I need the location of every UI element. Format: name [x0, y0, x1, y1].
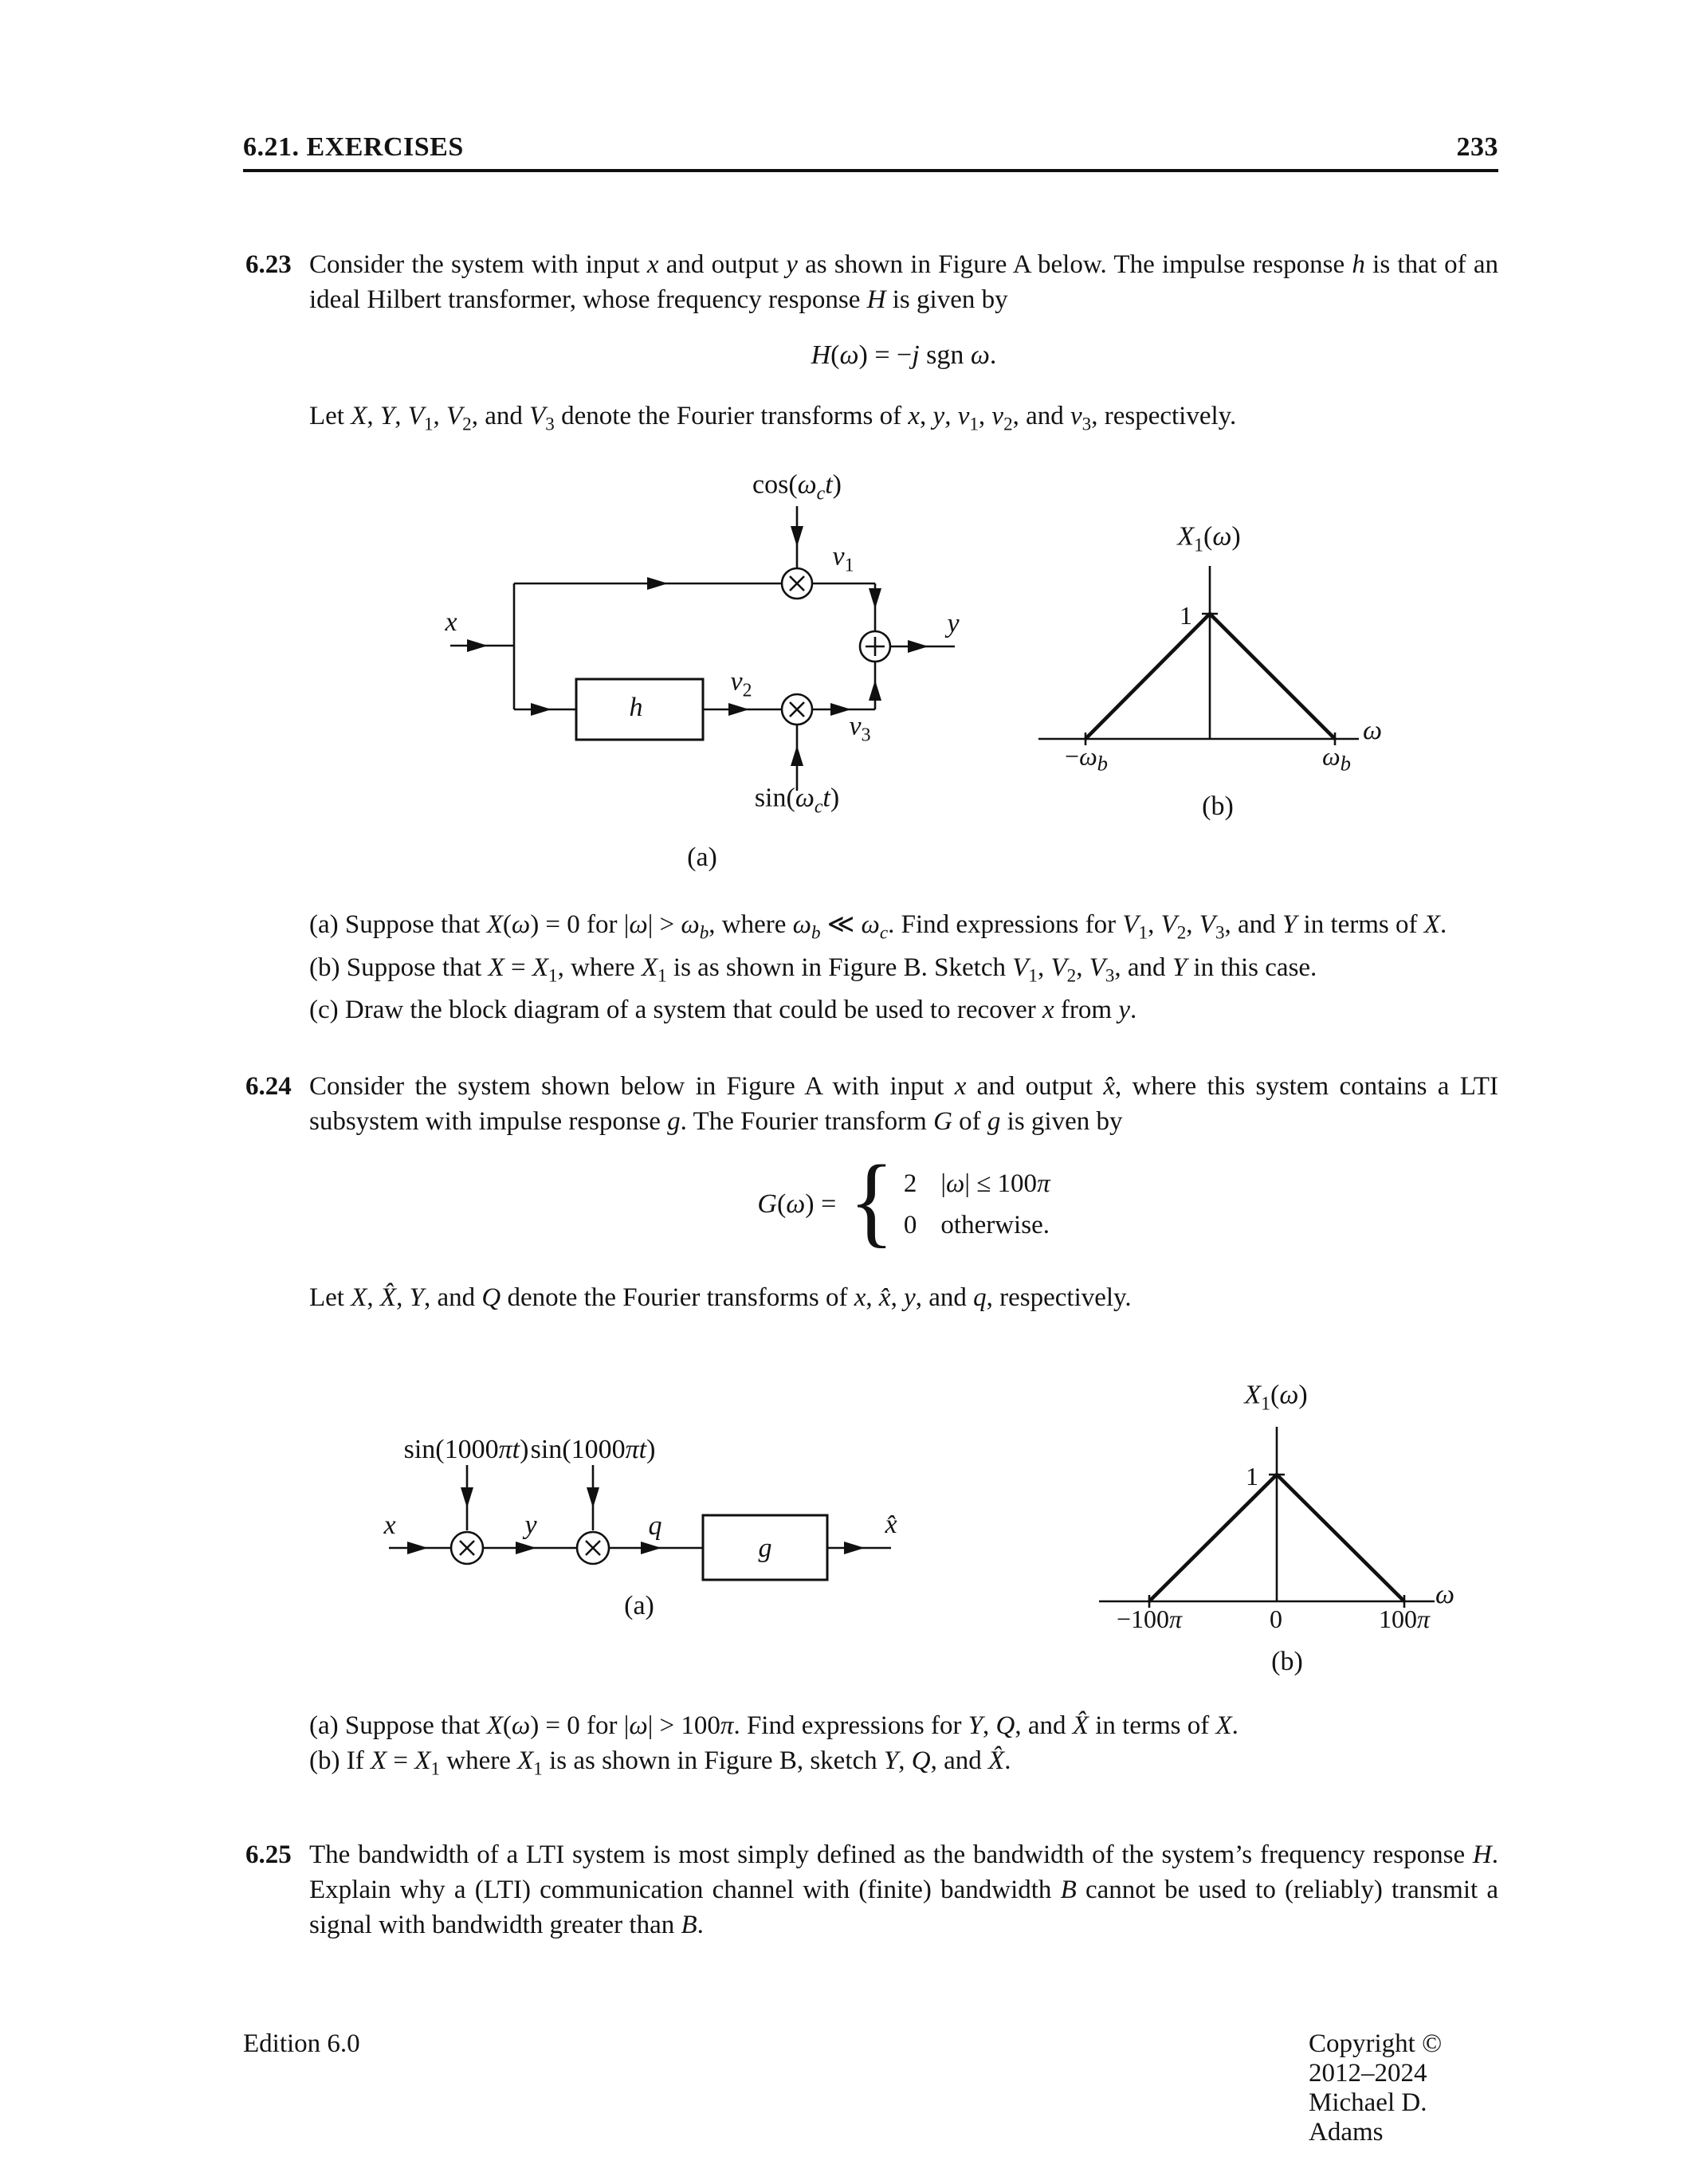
arrowhead [461, 1487, 473, 1508]
sin-carrier-label: $\sin(\omega_ct)$ [754, 783, 840, 818]
output-y-label: y [947, 609, 960, 638]
arrowhead [647, 577, 668, 590]
exercise-624-let-line: Let X, X̂, Y, and Q denote the Fourier transforms of x, x̂, y, and q, respectively. [309, 1283, 1132, 1312]
input-x-label: x [445, 607, 457, 637]
header-rule [243, 169, 1498, 172]
sin2-label: sin(1000πt) [530, 1435, 656, 1464]
neg-omega-b-label: $-\omega_b$ [1065, 741, 1108, 776]
case-1-value: 2 [903, 1169, 917, 1198]
exercise-623-intro: Consider the system with input x and output y as shown in Figure A below. The impulse response h is that of an ideal Hilbert transformer, whose frequency response H is given by [309, 250, 1499, 314]
exercise-625-body: The bandwidth of a LTI system is most simply defined as the bandwidth of the system’s frequency response H. Explain why a (LTI) communication channel with (finite) bandwidth B cannot be used to (reliably) transmit a signal with bandwidth greater than B. [309, 1840, 1498, 1939]
arrowhead [844, 1542, 865, 1554]
block-diagram-623a [351, 462, 988, 893]
exercise-623-let-line: Let X, Y, $V_1$, $V_2$, and $V_3$ denote the Fourier transforms of x, y, $v_1$, $v_2$, and $v_3$, respectively. [309, 402, 1237, 434]
header-section-title: 6.21. EXERCISES [243, 132, 464, 162]
arrowhead [908, 640, 928, 653]
arrowhead [641, 1542, 661, 1554]
exercise-624-formula [309, 1144, 1498, 1258]
case-row-2 [904, 1207, 1050, 1243]
case-row-1 [904, 1165, 1050, 1202]
arrowhead [587, 1487, 599, 1508]
v3-label: $v_3$ [849, 711, 871, 746]
exercise-625-number: 6.25 [245, 1840, 292, 1869]
arrowhead [467, 639, 488, 652]
input-x-label: x [383, 1510, 396, 1540]
arrowhead [531, 703, 552, 716]
exercise-624-intro: Consider the system shown below in Figure A with input x and output x̂, where this system contains a LTI subsystem with impulse response g. The Fourier transform G of g is given by [309, 1072, 1499, 1136]
footer-copyright: Copyright © 2012–2024 Michael D. Adams [1309, 2029, 1443, 2147]
exercise-624-parts [309, 1708, 1239, 1786]
plot-624b-title: $X_1(\omega)$ [1244, 1380, 1308, 1415]
arrowhead [791, 745, 803, 766]
arrowhead [869, 680, 881, 701]
output-xhat-label: x̂ [885, 1510, 897, 1539]
q-label: q [648, 1511, 662, 1541]
peak-value-label: 1 [1180, 601, 1192, 630]
case-1-condition: |ω| ≤ 100π [940, 1169, 1050, 1198]
g-block-label: g [758, 1534, 772, 1563]
part-c: (c) Draw the block diagram of a system that could be used to recover x from y. [309, 996, 1137, 1025]
omega-b-label: $\omega_b$ [1322, 741, 1351, 776]
formula-lhs: G(ω) = [757, 1189, 837, 1219]
arrowhead [791, 526, 803, 547]
arrowhead [407, 1542, 428, 1554]
h-block-label: h [629, 693, 643, 722]
part-b: (b) Suppose that $X = X_1$, where $X_1$ is as shown in Figure B. Sketch $V_1$, $V_2$, $V_3$, and Y in this case. [309, 953, 1317, 986]
part-a: (a) Suppose that X(ω) = 0 for $|\omega| > \omega_b$, where $\omega_b$ ≪ $\omega_c$. Find expressions for $V_1$, $V_2$, $V_3$, and Y in terms of X. [309, 910, 1447, 943]
y-label: y [524, 1510, 537, 1540]
plot-623b-title: $X_1(\omega)$ [1177, 521, 1241, 556]
header-page-number: 233 [1456, 132, 1498, 162]
arrowhead [830, 703, 851, 716]
v1-label: $v_1$ [832, 541, 854, 576]
part-b: (b) If $X = X_1$ where $X_1$ is as shown in Figure B, sketch Y, Q, and X̂. [309, 1746, 1011, 1779]
cases-body [904, 1165, 1050, 1243]
zero-label: 0 [1270, 1605, 1282, 1633]
peak-value-label: 1 [1246, 1462, 1258, 1491]
neg-100pi-label: −100π [1116, 1605, 1183, 1633]
pos-100pi-label: 100π [1378, 1605, 1431, 1633]
figure-623a-caption: (a) [687, 843, 717, 872]
sin1-label: sin(1000πt) [403, 1435, 529, 1464]
figure-624a-caption: (a) [624, 1591, 654, 1620]
exercise-623-number: 6.23 [245, 250, 292, 279]
case-2-condition: otherwise. [940, 1211, 1050, 1239]
cos-carrier-label: $\cos(\omega_ct)$ [752, 469, 842, 505]
arrowhead [869, 588, 881, 609]
figure-623b-caption: (b) [1202, 792, 1234, 821]
part-a: (a) Suppose that X(ω) = 0 for |ω| > 100π. Find expressions for Y, Q, and X̂ in terms of X. [309, 1711, 1239, 1740]
case-2-value: 0 [903, 1211, 917, 1239]
footer-edition: Edition 6.0 [243, 2029, 360, 2058]
arrowhead [516, 1542, 536, 1554]
exercise-623-parts [309, 907, 1447, 1027]
cases-brace: { [849, 1144, 894, 1258]
exercise-623-formula: H(ω) = −j sgn ω. [811, 340, 997, 370]
omega-axis-label: ω [1435, 1580, 1455, 1609]
figure-624b-caption: (b) [1271, 1647, 1303, 1676]
omega-axis-label: ω [1362, 716, 1383, 745]
exercise-624-number: 6.24 [245, 1072, 292, 1101]
v2-label: $v_2$ [730, 666, 752, 701]
